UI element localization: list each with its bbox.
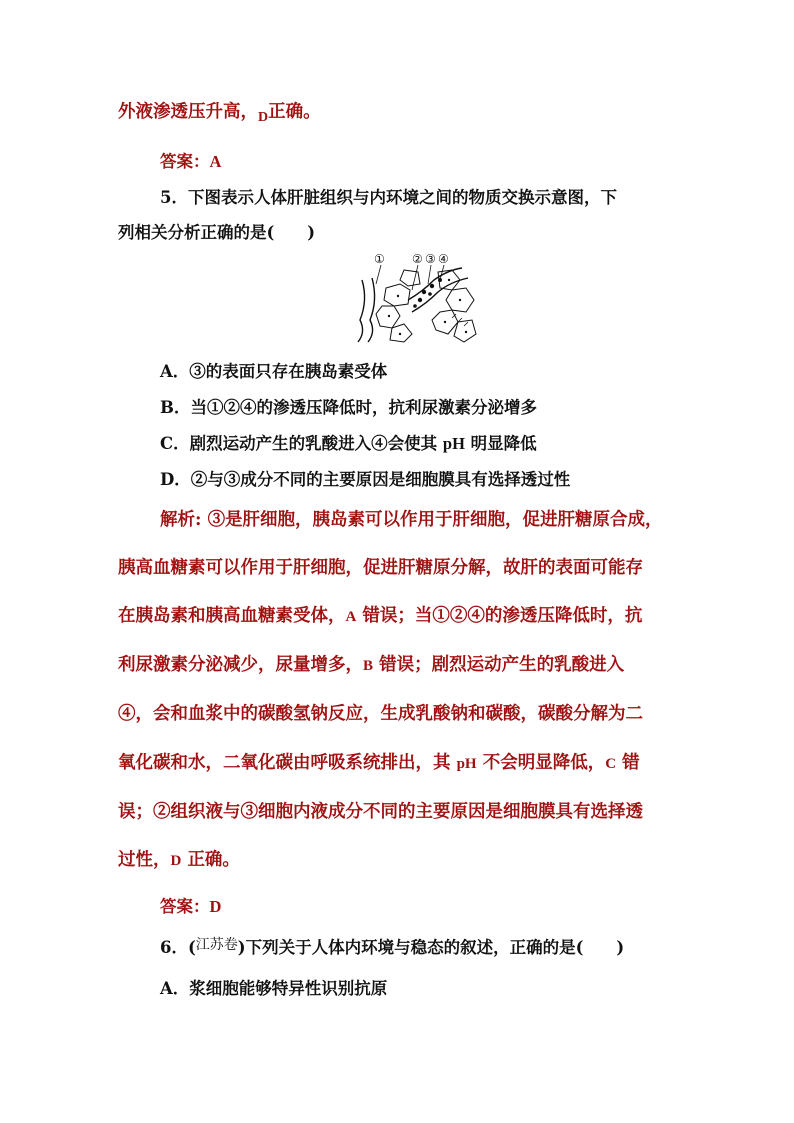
explanation-text: 氧化碳和水，二氧化碳由呼吸系统排出，其 — [118, 753, 451, 773]
explanation-text: 误；②组织液与③细胞内液成分不同的主要原因是细胞膜具有选择透 — [118, 802, 643, 822]
ph-text: pH — [442, 434, 465, 453]
question-5-line-1 — [160, 184, 617, 208]
text: 外液渗透压升高， — [118, 102, 258, 122]
label-4: ④ — [438, 252, 449, 266]
letter: B — [363, 658, 374, 674]
explanation-text: 错误；当①②④的渗透压降低时，抗 — [362, 606, 643, 626]
question-5-line-2 — [118, 219, 315, 243]
question-6 — [160, 934, 624, 958]
explanation-text: 利尿激素分泌减少，尿量增多， — [118, 655, 363, 675]
label-2: ② — [412, 252, 423, 266]
explanation-text: 在胰岛素和胰高血糖素受体， — [118, 606, 346, 626]
diagram-svg — [352, 250, 480, 344]
question-text: 下列关于人体内环境与稳态的叙述，正确的是( ) — [245, 938, 625, 957]
option-a — [160, 358, 387, 382]
explanation-line-4 — [118, 651, 624, 676]
source-label: 江苏卷 — [195, 937, 238, 953]
option-c — [160, 430, 537, 454]
explanation-line-6 — [118, 749, 640, 774]
explanation-line-1 — [160, 506, 663, 531]
option-text: C．剧烈运动产生的乳酸进入④会使其 — [160, 434, 438, 453]
option-text: 明显降低 — [470, 434, 537, 453]
option-text: B．当①②④的渗透压降低时，抗利尿激素分泌增多 — [160, 398, 537, 417]
text: 正确。 — [268, 102, 321, 122]
answer-label: 答案： — [160, 152, 210, 171]
explanation-text: 不会明显降低， — [482, 753, 606, 773]
option-text: D．②与③成分不同的主要原因是细胞膜具有选择透过性 — [160, 470, 571, 489]
answer-2 — [160, 893, 221, 917]
option-text: A．浆细胞能够特异性识别抗原 — [160, 979, 388, 998]
answer-label: 答案： — [160, 897, 210, 916]
letter: D — [258, 110, 269, 125]
explanation-line-3 — [118, 602, 642, 627]
question-number: 6． — [160, 938, 188, 957]
option-b — [160, 394, 537, 418]
explanation-text: 错误；剧烈运动产生的乳酸进入 — [379, 655, 625, 675]
liver-tissue-diagram — [352, 250, 480, 344]
explanation-text: ③是肝细胞，胰岛素可以作用于肝细胞，促进肝糖原合成， — [207, 510, 663, 530]
letter: D — [170, 853, 182, 869]
question-text: 下图表示人体肝脏组织与内环境之间的物质交换示意图，下 — [187, 188, 617, 207]
label-1: ① — [374, 252, 385, 266]
explanation-text: 正确。 — [187, 850, 240, 870]
paren: ) — [237, 938, 246, 957]
explanation-text: ④，会和血浆中的碳酸氢钠反应，生成乳酸钠和碳酸，碳酸分解为二 — [118, 704, 643, 724]
question-number: 5． — [160, 188, 188, 207]
explanation-line-2 — [118, 554, 643, 579]
explanation-label: 解析 — [160, 510, 195, 530]
explanation-text: 过性， — [118, 850, 171, 870]
explanation-text: 错 — [622, 753, 640, 773]
explanation-line-7 — [118, 798, 643, 823]
answer-value: A — [209, 152, 222, 171]
letter: A — [345, 609, 357, 625]
explanation-text: 胰高血糖素可以作用于肝细胞，促进肝糖原分解，故肝的表面可能存 — [118, 558, 643, 578]
ph-text: pH — [456, 756, 477, 772]
answer-1 — [160, 148, 221, 172]
option-text: A．③的表面只存在胰岛素受体 — [160, 362, 388, 381]
paren: ( — [187, 938, 196, 957]
option-d — [160, 466, 570, 490]
label-3: ③ — [425, 252, 436, 266]
colon: : — [195, 510, 202, 530]
explanation-line-8 — [118, 846, 240, 871]
answer-value: D — [209, 897, 222, 916]
question-text: 列相关分析正确的是( ) — [118, 223, 316, 242]
letter: C — [605, 756, 617, 772]
continuation-line — [118, 98, 321, 123]
explanation-line-5 — [118, 700, 643, 725]
question-6-option-a — [160, 975, 387, 999]
